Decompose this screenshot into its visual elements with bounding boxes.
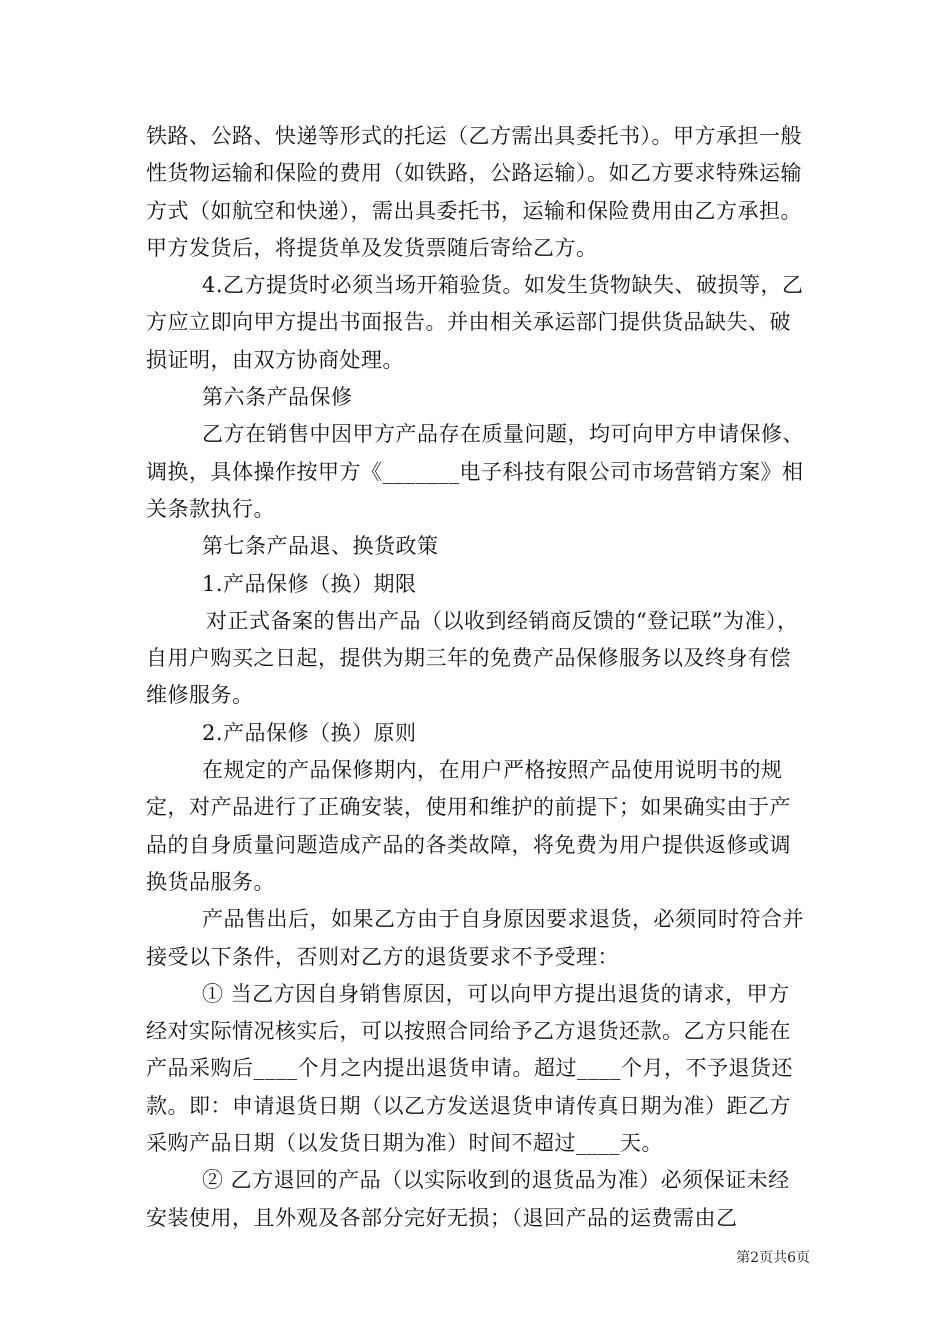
paragraph-return-condition-2: ② 乙方退回的产品（以实际收到的退货品为准）必须保证未经安装使用，且外观及各部分完好无损；（退回产品的运费需由乙	[146, 1168, 790, 1230]
section-heading-article-6: 第六条产品保修	[202, 385, 353, 410]
paragraph-inspection: 4.乙方提货时必须当场开箱验货。如发生货物缺失、破损等，乙方应立即向甲方提出书面报告。并由相关承运部门提供货品缺失、破损证明，由双方协商处理。	[146, 273, 804, 372]
document-body	[146, 118, 810, 1237]
paragraph-shipping-terms: 铁路、公路、快递等形式的托运（乙方需出具委托书）。甲方承担一般性货物运输和保险的费用（如铁路，公路运输）。如乙方要求特殊运输方式（如航空和快递），需出具委托书，运输和保险费用由乙方承担。甲方发货后，将提货单及发货票随后寄给乙方。	[146, 124, 802, 260]
paragraph-warranty-period: 对正式备案的售出产品（以收到经销商反馈的“登记联”为准），自用户购买之日起，提供为期三年的免费产品保修服务以及终身有偿维修服务。	[146, 608, 799, 708]
subheading-warranty-principle: 2.产品保修（换）原则	[202, 720, 417, 745]
page-number-footer: 第2页共6页	[736, 1250, 810, 1266]
paragraph-warranty-principle: 在规定的产品保修期内，在用户严格按照产品使用说明书的规定，对产品进行了正确安装，使用和维护的前提下；如果确实由于产品的自身质量问题造成产品的各类故障，将免费为用户提供返修或调换货品服务。	[146, 758, 791, 894]
paragraph-warranty: 乙方在销售中因甲方产品存在质量问题，均可向甲方申请保修、调换，具体操作按甲方《_______电子科技有限公司市场营销方案》相关条款执行。	[146, 422, 804, 521]
subheading-warranty-period: 1.产品保修（换）期限	[202, 571, 417, 596]
section-heading-article-7: 第七条产品退、换货政策	[202, 534, 439, 559]
paragraph-return-condition-1: ① 当乙方因自身销售原因，可以向甲方提出退货的请求，甲方经对实际情况核实后，可以按照合同给予乙方退货还款。乙方只能在产品采购后____个月之内提出退货申请。超过____个月，不予退货还款。即：申请退货日期（以乙方发送退货申请传真日期为准）距乙方采购产品日期（以发货日期为准）时间不超过____天。	[146, 981, 793, 1156]
paragraph-return-conditions: 产品售出后，如果乙方由于自身原因要求退货，必须同时符合并接受以下条件，否则对乙方的退货要求不予受理：	[146, 907, 804, 969]
